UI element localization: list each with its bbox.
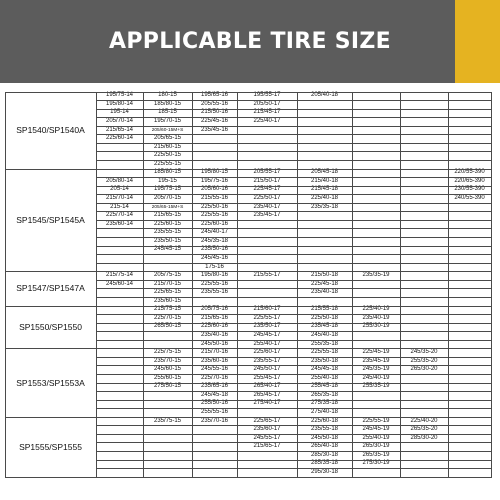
- tire-size-cell: 235/60-14: [105, 220, 134, 227]
- tire-size-cell: 205/70-14: [105, 117, 134, 124]
- table-row-line: [96, 109, 492, 110]
- tire-size-cell: 235/35-19: [362, 272, 390, 279]
- table-row-line: [96, 357, 492, 358]
- tire-size-cell: 205/65-15: [153, 135, 182, 142]
- table-row-line: [96, 194, 492, 195]
- tire-size-cell: 215/60-15: [153, 143, 182, 150]
- tire-size-cell: 225/70-14: [105, 212, 134, 219]
- table-column-line: [143, 92, 144, 478]
- tire-size-cell: 235/45-17: [253, 212, 281, 219]
- table-row-line: [96, 211, 492, 212]
- table-row-line: [96, 143, 492, 144]
- tire-size-cell: 205/40-18: [310, 92, 339, 99]
- tire-size-cell: 235/55-15: [153, 229, 182, 236]
- tire-size-cell: 205/45-18: [310, 169, 339, 176]
- model-label: SP1550/SP1550: [19, 321, 82, 332]
- tire-size-cell: 255/35-19: [362, 383, 390, 390]
- tire-size-cell: 180-15: [158, 92, 177, 99]
- tire-size-cell: 195/55-17: [253, 92, 281, 99]
- tire-size-cell: 255/35-18: [310, 340, 339, 347]
- tire-size-cell: 265/40-18: [310, 443, 339, 450]
- table-row-line: [96, 331, 492, 332]
- table-row-line: [96, 408, 492, 409]
- tire-size-cell: 240/55-390: [454, 195, 485, 202]
- tire-size-cell: 235/45-18: [310, 323, 339, 330]
- table-row-line: [5, 417, 492, 418]
- tire-size-cell: 215/50-16: [200, 109, 229, 116]
- tire-size-cell: 225/70-16: [200, 374, 229, 381]
- tire-size-cell: 245/60-14: [105, 280, 134, 287]
- table-row-line: [5, 92, 492, 93]
- tire-size-cell: 255/60-15: [153, 374, 182, 381]
- table-row-line: [96, 228, 492, 229]
- tire-size-cell: 235/50-16: [200, 246, 229, 253]
- tire-size-cell: 230/55-390: [454, 186, 485, 193]
- model-label: SP1545/SP1545A: [16, 214, 85, 225]
- table-column-line: [491, 92, 492, 478]
- tire-size-cell: 215/65-17: [253, 443, 281, 450]
- tire-size-cell: 185/80-15: [153, 169, 182, 176]
- table-row-line: [96, 100, 492, 101]
- tire-size-cell: 225/55-16: [200, 280, 229, 287]
- tire-size-cell: 245/40-17: [200, 229, 229, 236]
- tire-size-cell: 255/40-17: [253, 340, 281, 347]
- tire-size-cell: 265/35-18: [310, 391, 339, 398]
- tire-size-cell: 225/50-16: [200, 203, 229, 210]
- table-row-line: [96, 365, 492, 366]
- tire-size-cell: 235/50-18: [310, 357, 339, 364]
- tire-size-cell: 235/65-16: [200, 383, 229, 390]
- tire-size-cell: 235/60-15: [153, 297, 182, 304]
- tire-size-cell: 225/65-15: [153, 289, 182, 296]
- tire-size-cell: 265/30-20: [410, 366, 438, 373]
- table-row-line: [96, 220, 492, 221]
- tire-size-cell: 215/65-15: [153, 212, 182, 219]
- tire-size-cell: 195/75-14: [105, 92, 134, 99]
- table-row-line: [96, 151, 492, 152]
- tire-size-cell: 225/55-15: [153, 160, 182, 167]
- tire-size-cell: 195/80-15: [200, 169, 229, 176]
- model-label: SP1555/SP1555: [19, 441, 82, 452]
- tire-size-cell: 245/35-18: [200, 237, 229, 244]
- tire-size-cell: 235/40-18: [310, 289, 339, 296]
- tire-size-cell: 225/70-15: [153, 314, 182, 321]
- tire-size-cell: 225/50-17: [253, 195, 281, 202]
- tire-size-cell: 220/65-390: [454, 177, 485, 184]
- table-row-line: [96, 263, 492, 264]
- tire-size-cell: 235/55-18: [310, 426, 339, 433]
- tire-size-cell: 285/30-20: [410, 434, 438, 441]
- tire-size-cell: 235/70-16: [200, 417, 229, 424]
- tire-size-cell: 205/55-17: [253, 169, 281, 176]
- tire-size-cell: 245/50-17: [253, 366, 281, 373]
- tire-size-cell: 225/55-19: [362, 417, 390, 424]
- table-row-line: [96, 297, 492, 298]
- table-row-line: [96, 237, 492, 238]
- tire-size-cell: 245/55-16: [200, 366, 229, 373]
- table-row-line: [96, 400, 492, 401]
- tire-size-cell: 235/60-17: [253, 426, 281, 433]
- table-row-line: [96, 314, 492, 315]
- tire-size-cell: 265/40-17: [253, 383, 281, 390]
- tire-size-cell: 225/45-18: [310, 280, 339, 287]
- tire-size-cell: 235/35-18: [310, 203, 339, 210]
- tire-size-cell: 205/60-15M+S: [151, 128, 184, 134]
- table-column-line: [192, 92, 193, 478]
- tire-size-cell: 205/65-15M+S: [151, 205, 184, 211]
- tire-size-cell: 235/75-15: [153, 417, 182, 424]
- tire-size-cell: 265/45-17: [253, 391, 281, 398]
- tire-size-cell: 215/65-16: [200, 314, 229, 321]
- tire-size-cell: 185-15: [158, 109, 177, 116]
- tire-size-cell: 195/80-14: [105, 100, 134, 107]
- tire-size-cell: 215/45-17: [253, 109, 281, 116]
- tire-size-cell: 195/75-15: [153, 186, 182, 193]
- tire-size-cell: 245/45-17: [253, 331, 281, 338]
- tire-size-cell: 235/40-19: [362, 314, 390, 321]
- tire-size-cell: 225/40-20: [410, 417, 438, 424]
- tire-size-cell: 245/60-15: [153, 366, 182, 373]
- tire-size-cell: 225/60-16: [200, 220, 229, 227]
- tire-size-cell: 225/40-17: [253, 117, 281, 124]
- tire-size-cell: 255/55-16: [200, 409, 229, 416]
- table-column-line: [448, 92, 449, 478]
- table-row-line: [96, 374, 492, 375]
- tire-size-cell: 215/55-18: [310, 306, 339, 313]
- table-row-line: [96, 434, 492, 435]
- table-row-line: [96, 468, 492, 469]
- tire-size-cell: 235/45-16: [200, 126, 229, 133]
- tire-size-cell: 265/30-19: [362, 443, 390, 450]
- tire-size-cell: 225/40-18: [310, 195, 339, 202]
- tire-size-cell: 245/55-17: [253, 434, 281, 441]
- tire-size-cell: 245/40-19: [362, 374, 390, 381]
- table-row-line: [96, 451, 492, 452]
- tire-size-cell: 235/50-15: [153, 237, 182, 244]
- tire-size-cell: 225/60-18: [310, 417, 339, 424]
- table-row-line: [96, 254, 492, 255]
- model-label: SP1540/SP1540A: [16, 125, 85, 136]
- table-row-line: [96, 203, 492, 204]
- tire-size-cell: 235/40-17: [253, 203, 281, 210]
- tire-size-cell: 255/45-17: [253, 374, 281, 381]
- page-title: APPLICABLE TIRE SIZE: [109, 29, 391, 54]
- tire-size-cell: 195/75-16: [200, 177, 229, 184]
- tire-size-cell: 225/45-19: [362, 349, 390, 356]
- tire-size-cell: 205/60-16: [200, 186, 229, 193]
- tire-size-cell: 255/40-19: [362, 434, 390, 441]
- tire-size-cell: 245/45-15: [153, 246, 182, 253]
- tire-size-cell: 275/30-19: [362, 460, 390, 467]
- tire-size-cell: 195/65-16: [200, 92, 229, 99]
- tire-size-cell: 275/40-17: [253, 400, 281, 407]
- tire-size-cell: 205/80-14: [105, 177, 134, 184]
- table-row-line: [96, 117, 492, 118]
- table-row-line: [96, 288, 492, 289]
- tire-size-cell: 225/60-17: [253, 349, 281, 356]
- tire-size-cell: 215/70-15: [153, 280, 182, 287]
- tire-size-cell: 215/45-18: [310, 186, 339, 193]
- tire-size-cell: 255/45-18: [310, 383, 339, 390]
- tire-size-cell: 225/60-15: [153, 220, 182, 227]
- tire-size-cell: 255/30-19: [362, 323, 390, 330]
- tire-size-cell: 215/60-17: [253, 306, 281, 313]
- table-row-line: [5, 477, 492, 478]
- tire-size-cell: 235/55-17: [253, 357, 281, 364]
- tire-size-cell: 215/55-17: [253, 272, 281, 279]
- tire-size-cell: 205/70-15: [153, 195, 182, 202]
- tire-size-cell: 235/40-16: [200, 331, 229, 338]
- tire-size-cell: 215/70-16: [200, 349, 229, 356]
- tire-size-cell: 245/45-19: [362, 426, 390, 433]
- table-row-line: [96, 280, 492, 281]
- tire-size-cell: 215/40-18: [310, 177, 339, 184]
- tire-size-cell: 285/30-18: [310, 451, 339, 458]
- table-row-line: [96, 460, 492, 461]
- table-row-line: [5, 306, 492, 307]
- table-row-line: [5, 169, 492, 170]
- tire-size-cell: 235/55-16: [200, 289, 229, 296]
- tire-size-cell: 225/60-14: [105, 135, 134, 142]
- tire-size-cell: 255/50-16: [200, 400, 229, 407]
- tire-size-cell: 225/55-18: [310, 349, 339, 356]
- tire-size-cell: 275/40-18: [310, 409, 339, 416]
- table-row-line: [5, 271, 492, 272]
- tire-size-cell: 225/45-17: [253, 186, 281, 193]
- tire-size-cell: 215/55-16: [200, 195, 229, 202]
- table-row-line: [96, 177, 492, 178]
- table-row-line: [96, 246, 492, 247]
- table-row-line: [96, 126, 492, 127]
- tire-size-cell: 245/45-18: [310, 366, 339, 373]
- table-row-line: [96, 160, 492, 161]
- tire-size-cell: 245/35-19: [362, 366, 390, 373]
- tire-size-cell: 205/75-15: [153, 272, 182, 279]
- tire-size-cell: 225/40-19: [362, 306, 390, 313]
- table-column-line: [400, 92, 401, 478]
- tire-size-cell: 195-15: [158, 177, 177, 184]
- tire-size-cell: 205-14: [110, 186, 129, 193]
- model-label: SP1553/SP1553A: [16, 377, 85, 388]
- tire-size-cell: 285/35-18: [310, 460, 339, 467]
- tire-size-cell: 185/80-15: [153, 100, 182, 107]
- tire-size-cell: 225/50-15: [153, 152, 182, 159]
- tire-size-cell: 225/50-18: [310, 314, 339, 321]
- table-row-line: [5, 348, 492, 349]
- table-row-line: [96, 134, 492, 135]
- tire-size-cell: 205/75-16: [200, 306, 229, 313]
- table-row-line: [96, 383, 492, 384]
- table-row-line: [96, 340, 492, 341]
- tire-size-cell: 215/70-14: [105, 195, 134, 202]
- table-column-line: [96, 92, 97, 478]
- table-row-line: [96, 442, 492, 443]
- tire-size-cell: 255/40-18: [310, 374, 339, 381]
- tire-size-cell: 225/55-16: [200, 212, 229, 219]
- model-label: SP1547/SP1547A: [16, 283, 85, 294]
- tire-size-cell: 225/65-17: [253, 417, 281, 424]
- tire-size-cell: 205/55-16: [200, 100, 229, 107]
- tire-size-cell: 215/50-17: [253, 177, 281, 184]
- tire-size-cell: 245/50-16: [200, 340, 229, 347]
- table-row-line: [96, 425, 492, 426]
- table-column-line: [297, 92, 298, 478]
- tire-size-cell: 175-16: [205, 263, 224, 270]
- tire-size-cell: 195/70-15: [153, 117, 182, 124]
- tire-size-cell: 215-14: [110, 203, 129, 210]
- tire-size-cell: 275/50-15: [153, 383, 182, 390]
- tire-size-cell: 225/60-16: [200, 323, 229, 330]
- tire-size-cell: 265/35-19: [362, 451, 390, 458]
- tire-size-cell: 275/35-18: [310, 400, 339, 407]
- tire-size-cell: 295/30-18: [310, 468, 339, 475]
- tire-size-cell: 235/70-15: [153, 357, 182, 364]
- tire-size-cell: 235/45-19: [362, 357, 390, 364]
- table-row-line: [96, 186, 492, 187]
- tire-size-cell: 205/50-17: [253, 100, 281, 107]
- tire-size-cell: 225/55-17: [253, 314, 281, 321]
- tire-size-cell: 235/60-16: [200, 357, 229, 364]
- tire-size-cell: 245/40-18: [310, 331, 339, 338]
- tire-size-cell: 245/50-18: [310, 434, 339, 441]
- table-column-line: [5, 92, 6, 478]
- tire-size-cell: 215/50-18: [310, 272, 339, 279]
- tire-size-cell: 215/75-15: [153, 306, 182, 313]
- table-row-line: [96, 391, 492, 392]
- tire-size-cell: 245/45-18: [200, 391, 229, 398]
- tire-size-cell: 265/35-20: [410, 426, 438, 433]
- tire-size-cell: 225/45-16: [200, 117, 229, 124]
- tire-size-cell: 255/35-20: [410, 357, 438, 364]
- tire-size-cell: 220/55-390: [454, 169, 485, 176]
- tire-size-cell: 195/80-16: [200, 272, 229, 279]
- tire-size-cell: 195-14: [110, 109, 129, 116]
- tire-size-cell: 245/45-16: [200, 254, 229, 261]
- table-column-line: [237, 92, 238, 478]
- tire-size-cell: 235/50-17: [253, 323, 281, 330]
- tire-size-cell: 245/35-20: [410, 349, 438, 356]
- tire-size-cell: 215/65-14: [105, 126, 134, 133]
- table-column-line: [352, 92, 353, 478]
- tire-size-cell: 265/50-15: [153, 323, 182, 330]
- table-row-line: [96, 323, 492, 324]
- tire-size-cell: 215/75-14: [105, 272, 134, 279]
- tire-size-cell: 225/75-15: [153, 349, 182, 356]
